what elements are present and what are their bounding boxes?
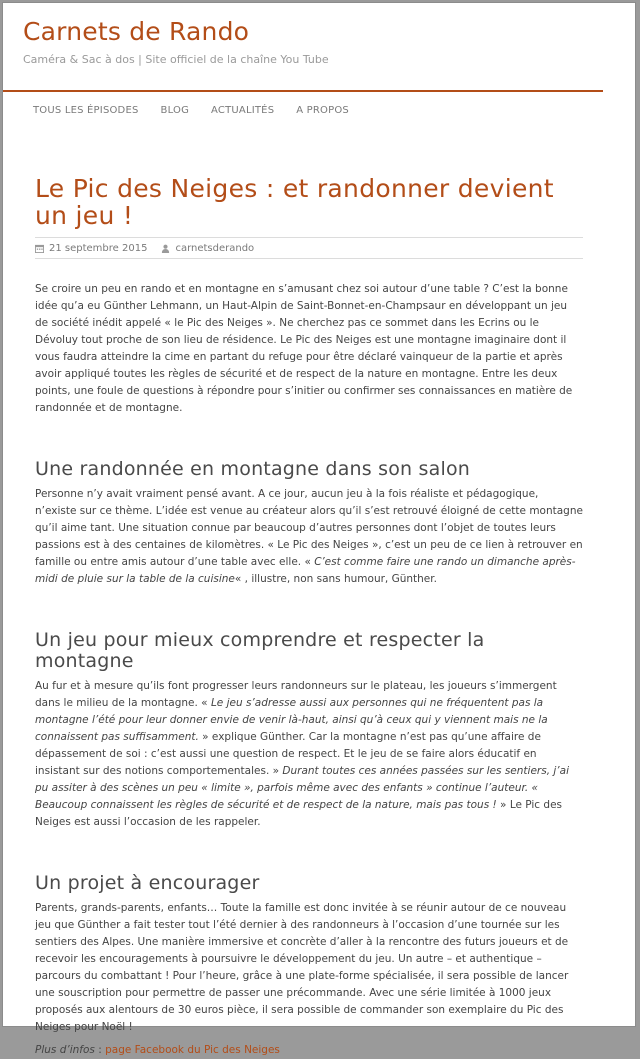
section-heading-projet: Un projet à encourager	[35, 872, 260, 894]
more-info-label: Plus d’infos	[35, 1044, 95, 1056]
nav-item-actualites[interactable]: ACTUALITÉS	[211, 105, 275, 116]
post-date-link[interactable]: 21 septembre 2015	[49, 242, 148, 254]
section-paragraph-salon	[35, 486, 583, 588]
main-nav	[33, 105, 349, 116]
nav-item-episodes[interactable]: TOUS LES ÉPISODES	[33, 105, 139, 116]
article	[35, 175, 583, 1059]
more-info-separator: :	[94, 1044, 106, 1056]
paragraph-text: » Le Pic des Neiges est aussi l’occasion de les rappeler.	[35, 799, 563, 828]
quote-text: Durant toutes ces années passées sur les sentiers, j’ai pu assiter à des scènes un peu « limite », parfois même avec des enfants » continue l’auteur. « Beaucoup connaissent les règles de sécurité et de respect de la nature, mais pas tous !	[35, 765, 569, 811]
post-author-link[interactable]: carnetsderando	[175, 242, 255, 254]
header-divider	[3, 90, 603, 92]
nav-item-blog[interactable]: BLOG	[160, 105, 190, 116]
paragraph-text: Personne n’y avait vraiment pensé avant. A ce jour, aucun jeu à la fois réaliste et pédagogique, n’existe sur ce thème. L’idée est venue au créateur alors qu’il s’est retrouvé éloigné de cette montagne qu’il aime tant. Une situation connue par beaucoup d’autres personnes dont l’objet de toutes leurs passions est à des centaines de kilomètres. « Le Pic des Neiges », c’est un peu de ce lien à retrouver en famille ou entre amis autour d’une table avec elle. «	[35, 488, 583, 568]
site-title[interactable]: Carnets de Rando	[23, 17, 250, 46]
post-author	[161, 243, 254, 254]
article-meta	[35, 237, 583, 259]
user-icon	[161, 244, 170, 253]
section-heading-respect: Un jeu pour mieux comprendre et respecter la montagne	[35, 629, 485, 672]
section-paragraph-respect	[35, 678, 583, 831]
site-description: Caméra & Sac à dos | Site officiel de la chaîne You Tube	[23, 53, 329, 66]
section-paragraph-projet: Parents, grands-parents, enfants… Toute la famille est donc invitée à se réunir autour de ce nouveau jeu que Günther a fait tester tout l’été dernier à des randonneurs à l’occasion d’une tournée sur les sentiers des Alpes. Une manière immersive et concrète d’aller à la rencontre des futurs joueurs et de recevoir les encouragements à poursuivre le développement du jeu. Un autre – et authentique – parcours du combattant ! Pour l’heure, grâce à une plate-forme spécialisée, il sera possible de lancer une souscription pour permettre de passer une précommande. Avec une série limitée à 1000 jeux proposés aux alentours de 30 euros pièce, il sera possible de commander son exemplaire du Pic des Neiges pour Noël !	[35, 902, 569, 1033]
post-date	[35, 243, 147, 254]
nav-item-a-propos[interactable]: A PROPOS	[296, 105, 349, 116]
quote-text: Le jeu s’adresse aussi aux personnes qui ne fréquentent pas la montagne l’été pour leur donner envie de venir là-haut, ainsi qu’à ceux qui y viennent mais ne la connaissent pas suffisamment.	[35, 697, 548, 743]
quote-text: C’est comme faire une rando un dimanche après-midi de pluie sur la table de la cuisine	[35, 556, 576, 585]
intro-paragraph: Se croire un peu en rando et en montagne en s’amusant chez soi autour d’une table ? C’est la bonne idée qu’a eu Günther Lehmann, un Haut-Alpin de Saint-Bonnet-en-Champsaur en développant un jeu de société inédit appelé « le Pic des Neiges ». Ne cherchez pas ce sommet dans les Ecrins ou le Dévoluy tout proche de son lieu de résidence. Le Pic des Neiges est une montagne imaginaire dont il vous faudra atteindre la cime en partant du refuge pour être déclaré vainqueur de la partie et après avoir appliqué toutes les règles de sécurité et de respect de la nature en montagne. Entre les deux points, une foule de questions à répondre pour s’initier ou confirmer ses connaissances en matière de randonnée et de montagne.	[35, 283, 573, 414]
facebook-page-link[interactable]: page Facebook du Pic des Neiges	[105, 1044, 280, 1056]
article-title: Le Pic des Neiges : et randonner devient un jeu !	[35, 174, 554, 230]
section-heading-salon: Une randonnée en montagne dans son salon	[35, 458, 471, 480]
paragraph-text: Au fur et à mesure qu’ils font progresser leurs randonneurs sur le plateau, les joueurs s’immergent dans le milieu de la montagne. «	[35, 680, 557, 709]
paragraph-text: « , illustre, non sans humour, Günther.	[234, 573, 437, 585]
page-frame	[2, 2, 636, 1056]
more-info-line	[35, 1042, 583, 1059]
calendar-icon	[35, 244, 44, 253]
paragraph-text: » explique Günther. Car la montagne n’est pas qu’une affaire de dépassement de soi : c’est aussi une question de respect. Et le jeu de se faire alors éducatif en insistant sur des notions comportementales. »	[35, 731, 541, 777]
